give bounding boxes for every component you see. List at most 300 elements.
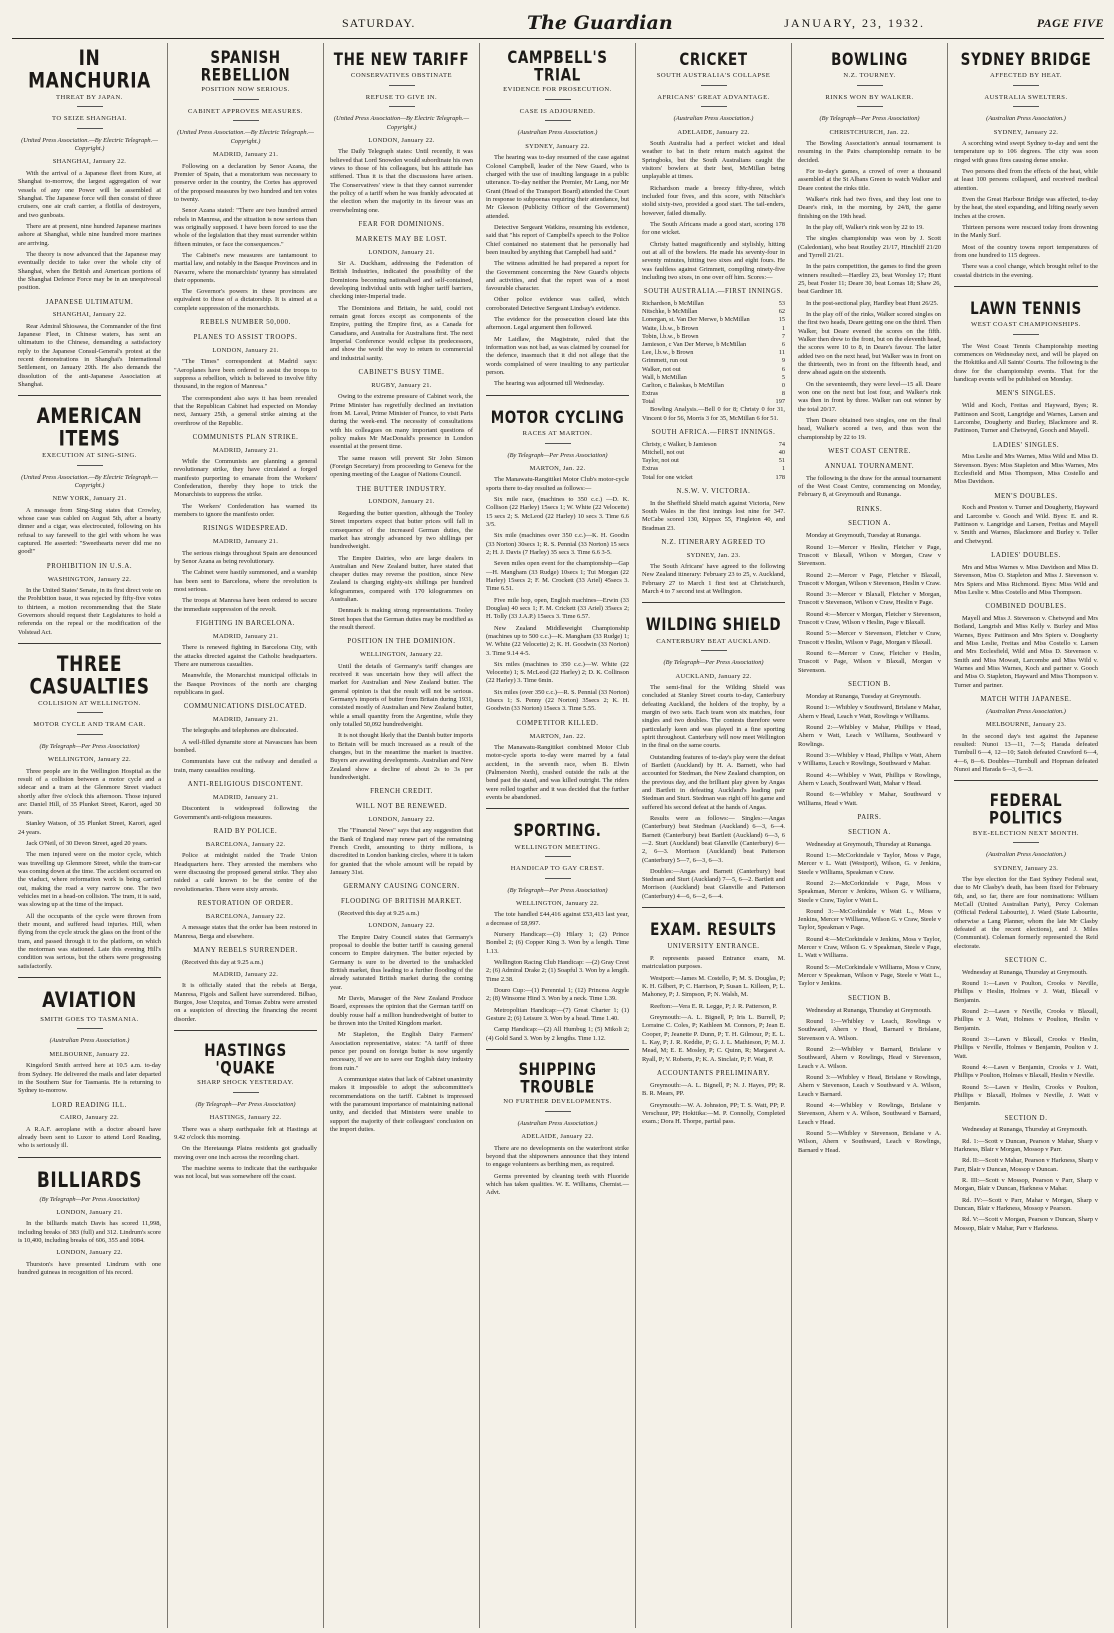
article-paragraph: The witness admitted he had prepared a report for the Government concerning the New Guard's objects and activities, and that the report was of a most favourable character. — [486, 260, 629, 293]
article — [486, 808, 629, 1043]
column — [948, 43, 1104, 1628]
article-dateline: LONDON, January 21. — [368, 498, 435, 506]
article-dateline: MADRID, January 21. — [212, 446, 279, 454]
article-subhead: FLOODING OF BRITISH MARKET. — [340, 898, 463, 906]
article-paragraph: Rear Admiral Shiosawa, the Commander of the first Japanese Fleet, in Chinese waters, has sent an ultimatum to the Chinese, demanding a satisfactory reply to the Japanese Consul-General's protest at the recent demonstrations in Shanghai's International Settlement, on January 20th. He also demands the dissolution of the anti-Japanese Association at Shanghai. — [18, 322, 161, 389]
score-name: Lonergan, st. Van Der Merwe, b McMillan — [642, 316, 750, 324]
article-dateline: CAIRO, January 22. — [60, 1114, 119, 1122]
article-subhead: SOUTH AUSTRALIA.—FIRST INNINGS. — [643, 288, 784, 296]
article-dateline: MADRID, January 21. — [212, 151, 279, 159]
score-value: 15 — [778, 316, 785, 324]
article-paragraph: The semi-final for the Wilding Shield was concluded at Stanley Street courts to-day, Canterbury defeating Auckland, the holders of the trophy, by a margin of two sets. Each team won six matches, four singles and two doubles. The contests therefore were particularly keen and was played in a fine sporting spirit throughout. Canterbury will now meet Wellington in the final on the same courts. — [642, 683, 785, 750]
article-dateline: LONDON, January 22. — [368, 922, 435, 930]
article-paragraph: Round 4:—Mercer v Morgan, Fletcher v Stevenson, Truscott v Craw, Wilson v Heslin, Page v Blaxall. — [798, 610, 941, 627]
article-paragraph: Wild and Koch, Freitas and Hayward, Byes; R. Pattinson and Scott, Langridge and Warnes, Larsen and Larcombe, Dougherty and Burley, Blackmore and R. Pattinson, Turner and Chetwynd, Gooch and Mayell. — [954, 402, 1098, 435]
score-name: Total — [642, 398, 655, 406]
article-deck: NO FURTHER DEVELOPMENTS. — [486, 1098, 629, 1116]
article-paragraph: (Received this day at 9.25 a.m.) — [338, 910, 420, 918]
column — [792, 43, 948, 1628]
article-paragraph: Senor Azana stated: "There are two hundred armed rebels in Manresa, and the situation is now serious than was originally supposed. I have been forced to use the whole of the legislation that they must surrender within fifteen minutes, or face the consequences." — [174, 207, 317, 248]
article-paragraph: The "Financial News" says that any suggestion that the Bank of England may renew part of the remaining French Credit, amounting to thirty millions, is discredited in London banking circles, where it is taken for granted that the whole amount will be repaid by January 31st. — [330, 827, 473, 877]
article-headline: IN MANCHURIA — [28, 46, 151, 94]
article-headline: MOTOR CYCLING — [490, 407, 625, 428]
article-paragraph: There was a sharp earthquake felt at Hastings at 9.42 o'clock this morning. — [174, 1125, 317, 1142]
article-dateline: SHANGHAI, January 22. — [52, 158, 127, 166]
article-deck: N.Z. TOURNEY. — [798, 72, 941, 90]
score-line — [642, 474, 785, 482]
article-paragraph: Stanley Watson, of 35 Plunket Street, Karori, aged 24 years. — [18, 820, 161, 836]
score-name: Total for one wicket — [642, 473, 693, 481]
score-name: Extras — [642, 465, 659, 473]
score-value: 74 — [778, 440, 785, 448]
article-paragraph: Rd. IV:—Scott v Parr, Mahar v Morgan, Sharp v Duncan, Blair v Harkness, Mossop v Pearson. — [954, 1196, 1098, 1213]
article-paragraph: All the occupants of the cycle were thrown from their mount, and suffered head injuries. Hill, when flying from the cycle struck the glass on the front of the tram, and passed through it to the platform, on which the motorman was stationed. Late this evening Hill's condition was serious, but the others were progressing satisfactorily. — [18, 912, 161, 970]
article-paragraph: Discontent is widespread following the Government's anti-religious measures. — [174, 805, 317, 821]
article-byline: (By Telegraph—Per Press Association) — [663, 659, 764, 667]
article-paragraph: The Manawatu-Rangitikei combined Motor Club motor-cycle sports to-day were marred by a fatal accident, in the seventh race, when B. Elwin (Palmerston North), crashed outside the rails at the bend past the stand, and was killed outright. The riders were rolled together and it was decided that the further events be abandoned. — [486, 744, 629, 802]
article-deck: MOTOR CYCLE AND TRAM CAR. — [18, 721, 161, 739]
score-line — [642, 382, 785, 390]
article-paragraph: Round 3:—Lawn v Blaxall, Crooks v Heslin, Phillips v Neville, Holmes v Benjamin, Poulton v J. Watt. — [954, 1036, 1098, 1060]
article-deck: TO SEIZE SHANGHAI. — [18, 115, 161, 133]
article-subhead: RAID BY POLICE. — [213, 828, 278, 836]
article-paragraph: In the pairs competition, the games to find the green winners resulted:—Hardley 23, beat Worsley 17; Hunt 25, beat Foster 11; Deare 30, beat Lomas 18; Shaw 26, beat Gardiner 18. — [798, 263, 941, 296]
article-paragraph: Christy batted magnificently and stylishly, hitting out at all of the bowlers. He made his seventy-four in seventy minutes, hitting two sixes and eight fours. He was faultless against Grimmett, compiling ninety-five including two sixes, in one over off him. Scores:— — [642, 240, 785, 281]
article-paragraph: Bowling Analysis.—Bell 0 for 8; Christy 0 for 31, Vincent 0 for 56, Morris 3 for 35, McMillan 6 for 51. — [642, 406, 785, 422]
article-dateline: LONDON, January 22. — [368, 815, 435, 823]
article-paragraph: The troops at Manresa have been ordered to secure the immediate suppression of the revolt. — [174, 597, 317, 613]
column — [12, 43, 168, 1628]
article-subhead: RISINGS WIDESPREAD. — [203, 525, 288, 533]
article-deck: RACES AT MARTON. — [486, 430, 629, 448]
article-byline: (Australian Press Association.) — [517, 1119, 598, 1127]
article-paragraph: The correspondent also says it has been revealed that the Republican Cabinet had expected on Monday next, January 25th, a general strike aiming at the overthrow of the Republic. — [174, 394, 317, 427]
article-deck: HANDICAP TO GAY CREST. — [486, 865, 629, 883]
article-paragraph: Mr Stapleton, the English Dairy Farmers' Association representative, states: "A tariff of three pence per pound on foreign butter is now urgently necessary, if we are to save our English dairy industry from ruin." — [330, 1031, 473, 1072]
article-paragraph: Detective Sergeant Watkins, resuming his evidence, said that "his report of Campbell's speech to the Police Chief contained no statement that he personally had been insulted by anything that Campbell had said." — [486, 223, 629, 256]
article-paragraph: Round 2:—McCorkindale v Page, Moss v Speakman, Mercer v Jenkins, Wilson G. v Williams, Steele v Craw, Taylor v Watt L. — [798, 879, 941, 904]
article-paragraph: Wednesday at Runanga, Thursday at Greymouth. — [962, 968, 1088, 976]
score-line — [642, 357, 785, 365]
article-subhead: MARKETS MAY BE LOST. — [355, 235, 448, 243]
article-dateline: SHANGHAI, January 22. — [52, 311, 127, 319]
article-paragraph: Seven miles open event for the championship—Gap—H. Mangham (33 Rudge) 10secs 1; Tui Morgan (22 Harley) 15secs 2; F. M. Crockett (33 Ariel) 45secs 3. Time 6.51. — [486, 560, 629, 593]
article-paragraph: Westport:—James M. Costello, P; M. S. Douglas, P; K. H. Gilbert, P; C. Harrison, P; Susan L. Killeen, P; L. Mahoney, P; J. Simpson, P; N. Walsh, M. — [642, 974, 785, 999]
article-dateline: MADRID, January 22. — [212, 971, 279, 979]
article-paragraph: The hearing was to-day resumed of the case against Colonel Campbell, leader of the New Guard, who is charged with the use of insulting language in a public utterance. To-day neither the Premier, Mr Lang, nor Mr Grant (Head of the Transport Board) attended the Court in response to subpoenas requiring their attendance, but Mr Gleeson (Publicity Officer of the Government) attended. — [486, 154, 629, 220]
article-subhead: SECTION A. — [848, 828, 891, 836]
article-subhead: WILL NOT BE RENEWED. — [355, 803, 448, 811]
article-paragraph: Round 4:—McCorkindale v Jenkins, Moss v Taylor, Mercer v Craw, Wilson G. v Speakman, Steele v Page, L. Watt v Williams. — [798, 935, 941, 960]
article — [174, 48, 317, 1024]
article-paragraph: Rd. V:—Scott v Morgan, Pearson v Duncan, Sharp v Mossop, Blair v Mahar, Parr v Harkness. — [954, 1216, 1098, 1232]
article-paragraph: The Bowling Association's annual tournament is resuming in the Pairs championship remain to be decided. — [798, 140, 941, 164]
score-line — [642, 333, 785, 341]
article-subhead: PLANES TO ASSIST TROOPS. — [193, 333, 298, 341]
article-paragraph: Monday at Greymouth, Tuesday at Runanga. — [806, 532, 921, 540]
article-headline: CAMPBELL'S TRIAL — [507, 48, 608, 86]
score-name: Waite, l.b.w., b Brown — [642, 324, 699, 332]
article — [330, 49, 473, 1134]
article-paragraph: In the billiards match Davis has scored 11,998, including breaks of 383 (full) and 312. Lindrum's score is 10,400, including breaks of 606, 355 and 1084. — [18, 1220, 161, 1245]
article-paragraph: In the United States' Senate, in its first direct vote on the Prohibition issue, it was rejected by fifty-five votes to thirteen, a motion recommending that the State Governors should request their Legislatures to hold a referenda on the repeal or the modification of the Volstead Act. — [18, 586, 161, 636]
article-deck: WELLINGTON MEETING. — [486, 844, 629, 862]
article-dateline: MADRID, January 21. — [212, 538, 279, 546]
score-value: 7 — [781, 332, 785, 340]
article-subhead: GERMANY CAUSING CONCERN. — [343, 883, 460, 891]
article-headline: AVIATION — [42, 988, 137, 1014]
article-paragraph: Round 4:—Whibley v Watt, Phillips v Rowlings, Ahern v Leach, Southward Watt, Mahar v Head. — [798, 771, 941, 787]
article-headline: SPORTING. — [513, 821, 602, 842]
article-dateline: LONDON, January 21. — [56, 1208, 123, 1216]
article-deck: BYE-ELECTION NEXT MONTH. — [954, 830, 1098, 848]
article-subhead: JAPANESE ULTIMATUM. — [45, 298, 134, 306]
article-paragraph: Round 6:—Mercer v Craw, Fletcher v Heslin, Truscott v Page, Wilson v Blaxall, Morgan v Stevenson. — [798, 650, 941, 674]
article-subhead: N.Z. ITINERARY AGREED TO — [661, 538, 766, 546]
score-value: 51 — [778, 457, 785, 465]
article-paragraph: Owing to the extreme pressure of Cabinet work, the Prime Minister has regretfully declined an invitation from M. Laval, Prime Minister of France, to visit Paris during the week-end. The necessity of consultations with his colleagues on many important questions of policy makes Mr MacDonald's presence in London essential at the present time. — [330, 393, 473, 451]
article-paragraph: Three people are in the Wellington Hospital as the result of a collision between a motor cycle and a sidecar and a tram at the Glenmore Street viaduct shortly after five o'clock this afternoon. Those injured are: Daniel Hill, of 35 Plunket Street, Karori, aged 30 years. — [18, 767, 161, 817]
article-dateline: CHRISTCHURCH, Jan. 22. — [829, 128, 910, 136]
article-paragraph: In the play off, Walker's rink won by 22 to 19. — [806, 224, 924, 232]
article-headline: CRICKET — [679, 49, 748, 70]
article-paragraph: Wednesday at Greymouth, Thursday at Runanga. — [806, 840, 932, 848]
article-paragraph: Rd. II:—Scott v Mahar, Pearson v Harkness, Sharp v Parr, Blair v Duncan, Mossop v Duncan. — [954, 1157, 1098, 1173]
article-byline: (Australian Press Association.) — [986, 707, 1066, 715]
article-headline: SHIPPING TROUBLE — [518, 1060, 597, 1098]
article-paragraph: Walker's rink had two fives, and they lost one to Deare's rink, in the morning, by 24/8, the game finishing on the 19th head. — [798, 196, 941, 220]
article-subhead: PAIRS. — [857, 813, 882, 821]
score-value: 178 — [775, 473, 785, 481]
article-subhead: ANNUAL TOURNAMENT. — [824, 462, 915, 470]
article-deck: CONSERVATIVES OBSTINATE — [330, 72, 473, 90]
article-dateline: SYDNEY, January 22. — [993, 128, 1059, 136]
score-name: Tobin, l.b.w., b Brown — [642, 332, 699, 340]
article-dateline: HASTINGS, January 22. — [209, 1114, 282, 1122]
article-paragraph: There was a cool change, which brought relief to the coastal districts in the evening. — [954, 263, 1098, 279]
score-value: 0 — [781, 381, 785, 389]
article-subhead: FEAR FOR DOMINIONS. — [358, 221, 445, 229]
article-paragraph: The Cabinet's new measures are tantamount to martial law, and notably in the Basque Provinces and in Navarre, where the monarchists' tyranny has simulated their opponents. — [174, 251, 317, 284]
article-subhead: MEN'S SINGLES. — [996, 390, 1056, 398]
score-value: 62 — [778, 308, 785, 316]
article-paragraph: The men injured were on the motor cycle, which was travelling up Glenmore Street, while the tram-car was coming down at the time. The accident occurred on the viaduct, where reformation work is being carried out, making the road a very narrow one. The two vehicles met in a head-on collision. The tram, it is said, was slowing up at the time of the impact. — [18, 851, 161, 909]
article-paragraph: The theory is now advanced that the Japanese may eventually decide to take over the whole city of Shanghai, when the British and American portions of the Shanghai Defence Force may be in an unequivocal position. — [18, 250, 161, 292]
article-subhead: UNIVERSITY ENTRANCE. — [667, 943, 760, 951]
article-dateline: WASHINGTON, January 22. — [47, 575, 132, 583]
article-dateline: MELBOURNE, January 22. — [49, 1050, 130, 1058]
score-value: 1 — [781, 324, 785, 332]
article-paragraph: Kingsford Smith arrived here at 10.5 a.m. to-day from Sydney. He delivered the mails and later departed in the Southern Star for Tasmania. He is returning to Sydney to-morrow. — [18, 1062, 161, 1095]
article — [954, 286, 1098, 774]
masthead-date: JANUARY, 23, 1932. — [784, 15, 926, 30]
article-dateline: SYDNEY, January 23. — [993, 864, 1059, 872]
score-line — [642, 390, 785, 398]
article-paragraph: Six miles (over 350 c.c.)—R. S. Pennial (33 Norton) 10secs 1; S. Penny (22 Norton) 35secs 2; K. H. Goodwin (33 Norton) 15secs 3. Time 5.55. — [486, 688, 629, 713]
article-paragraph: The West Coast Tennis Championship meeting commences on Wednesday next, and will be played on the Hokitika and All Saints' Courts. The following is the draw for the championship events. That for the handicap events will be published on Monday. — [954, 342, 1098, 384]
article-paragraph: It is not thought likely that the Danish butter imports to Britain will be much increased as a result of the changes, but in the meantime the market is inactive. Buyers are awaiting developments. Australian and New Zealand show a decline of about 2s to 3s per hundredweight. — [330, 732, 473, 781]
article-paragraph: The South Africans made a good start, scoring 178 for one wicket. — [642, 221, 785, 237]
newspaper-columns — [12, 43, 1104, 1628]
article-paragraph: A message states that the order has been restored in Manresa, Berga and elsewhere. — [174, 924, 317, 940]
article-subhead: ANTI-RELIGIOUS DISCONTENT. — [187, 781, 304, 789]
article-paragraph: Then Deare obtained two singles, one on the final head, Walker's scored a two, and thus won the championship by 22 to 19. — [798, 416, 941, 441]
article-paragraph: The same reason will prevent Sir John Simon (Foreign Secretary) from proceeding to Geneva for the opening meeting of the League of Nations Council. — [330, 454, 473, 479]
article-paragraph: With the arrival of a Japanese fleet from Kure, at Shanghai to-morrow, the largest aggregation of war vessels of any one Power will be assembled at Shanghai. The Japanese force will then consist of three cruisers, one air craft carrier, a flotilla of destroyers, and two gunboats. — [18, 169, 161, 219]
score-value: 1 — [781, 465, 785, 473]
article-subhead: WEST COAST CENTRE. — [828, 447, 911, 455]
article-subhead: RINKS. — [856, 505, 883, 513]
score-line — [642, 398, 785, 406]
article-paragraph: Round 2:—Mercer v Page, Fletcher v Blaxall, Truscott v Morgan, Wilson v Stevenson, Heslin v Craw. — [798, 571, 941, 587]
article-subhead: SECTION B. — [848, 994, 891, 1002]
article-paragraph: In the Sheffield Shield match against Victoria, New South Wales in the first innings lost nine for 347. McCabe scored 130, Kippax 55, Fingleton 40, and Bradman 23. — [642, 499, 785, 532]
article-paragraph: In the play off of the rinks, Walker scored singles on the first two heads, Deare getting one on the third. Then Walker, but Deare evened the scores on the fifth. Walker then drew to the front, but on the eleventh head, the scores were 10 to 8, in Deare's favour. The latter added two on the next head, but Walker was in front on the thirteenth, two in front on the fifteenth head, and drew ahead again on the sixteenth. — [798, 310, 941, 377]
article-paragraph: The following is the draw for the annual tournament of the West Coast Centre, commencing on Monday, February 8, at Greymouth and Runanga. — [798, 474, 941, 499]
article-dateline: LONDON, January 21. — [368, 248, 435, 256]
article-paragraph: Round 2:—Whibley v Mahar, Phillips v Head, Ahern v Watt, Leach v Williams, Southward v Rowlings. — [798, 723, 941, 748]
article-subhead: REBELS NUMBER 50,000. — [200, 319, 291, 327]
score-line — [642, 457, 785, 465]
article-paragraph: A well-filled dynamite store at Navascues has been bombed. — [174, 738, 317, 755]
article-dateline: BARCELONA, January 22. — [205, 912, 286, 920]
article-paragraph: Reefton:—Vera E. R. Legge, P; J. R. Patterson, P. — [650, 1002, 777, 1010]
article-paragraph: Regarding the butter question, although the Tooley Street importers expect that butter prices will fall in consequence of the increased German duties, the market has strongly advanced by two shillings per hundredweight. — [330, 509, 473, 551]
masthead-day: SATURDAY. — [342, 15, 416, 30]
article-paragraph: Most of the country towns report temperatures of from one hundred to 115 degrees. — [954, 243, 1098, 259]
score-line — [642, 441, 785, 449]
article-paragraph: Mrs and Miss Warnes v. Miss Davidson and Miss D. Stevenson, Miss O. Stapleton and Miss J. Stevenson v. Mrs Spiers and Miss Richmond. Byes: Miss Wild and Miss Leslie v. Miss Costello and Miss Thompson. — [954, 563, 1098, 596]
article-dateline: MELBOURNE, January 23. — [985, 721, 1067, 729]
article-paragraph: Round 5:—Mercer v Stevenson, Fletcher v Craw, Truscott v Heslin, Wilson v Page, Morgan v Blaxall. — [798, 630, 941, 646]
article-paragraph: Communists have cut the railway and derailed a train, many casualties resulting. — [174, 758, 317, 774]
article-paragraph: Round 4:—Whibley v Rowlings, Brislane v Stevenson, Ahern v A. Wilson, Southward v Barnard, Leach v Head. — [798, 1101, 941, 1126]
article-deck: WEST COAST CHAMPIONSHIPS. — [954, 321, 1098, 339]
article-deck: THREAT BY JAPAN. — [18, 94, 161, 112]
article-subhead: MANY REBELS SURRENDER. — [193, 946, 298, 954]
article-subhead: MEN'S DOUBLES. — [994, 492, 1058, 500]
article-subhead: LADIES' SINGLES. — [992, 441, 1060, 449]
article-subhead: SECTION C. — [1004, 956, 1048, 964]
article-deck: CANTERBURY BEAT AUCKLAND. — [642, 638, 785, 656]
article-paragraph: Round 1:—Lawn v Poulton, Crooks v Neville, Phillips v Heslin, Holmes v J. Watt, Blaxall v Benjamin. — [954, 980, 1098, 1004]
article-headline: SPANISH REBELLION — [200, 48, 291, 86]
article-deck: AUSTRALIA SWELTERS. — [954, 94, 1098, 112]
article-subhead: FIGHTING IN BARCELONA. — [195, 619, 296, 627]
article-paragraph: The telegraphs and telephones are dislocated. — [182, 727, 299, 735]
article-subhead: THE BUTTER INDUSTRY. — [356, 485, 447, 493]
article-paragraph: Sir A. Duckham, addressing the Federation of British Industries, indicated the possibility of the Dominions becoming nationalised and self-contained, developing individual units with higher tariff barriers, checking inter-Imperial trade. — [330, 260, 473, 301]
article-paragraph: Five mile hop, open, English machines—Erwin (33 Douglas) 40 secs 1; F. M. Crickett (33 Ariel) 35secs 2; H. Tolly (33 J.A.P.) 15secs 3. Time 6.57. — [486, 596, 629, 621]
article-byline: (United Press Association.—By Electric Telegraph.—Copyright.) — [177, 129, 314, 145]
article-dateline: MADRID, January 21. — [212, 632, 279, 640]
column — [168, 43, 324, 1628]
score-value: 53 — [778, 300, 785, 308]
score-line — [642, 325, 785, 333]
article-paragraph: Round 4:—Lawn v Benjamin, Crooks v J. Watt, Phillips v Poulton, Holmes v Blaxall, Heslin v Neville. — [954, 1064, 1098, 1080]
article-paragraph: For to-day's games, a crowd of over a thousand assembled at the St Albans Green to watch Walker and Deare contest the rinks title. — [798, 168, 941, 192]
article-paragraph: Camp Handicap:—(2) All Humbug 1; (5) Mikoli 2; (4) Gold Sand 3. Won by 2 lengths. Time 1.12. — [486, 1026, 629, 1042]
score-line — [642, 300, 785, 308]
article-paragraph: A message from Sing-Sing states that Crowley, whose case was cabled on August 5th, after a hearty dinner and a cigar, was electrocuted, following on his refusal to say farewell to the girl with whom he was captured. He asserted: "Sweethearts never did me no good!" — [18, 506, 161, 556]
article-paragraph: Koch and Preston v. Turner and Dougherty, Hayward and Larcombe v. Gooch and Wild. Byes: E. and R. Pattinson v. Langridge and Larsen, Freitas and Mayell v. Smith and Warnes, Blackmore and Burley v. Teller and Chetwynd. — [954, 504, 1099, 545]
article-dateline: LONDON, January 22. — [368, 136, 435, 144]
score-value: 8 — [781, 390, 785, 398]
article-byline: (By Telegraph—Per Press Association) — [819, 115, 920, 123]
article-paragraph: Round 1:—Whibley v Southward, Brislane v Mahar, Ahern v Head, Leach v Watt, Rowlings v Williams. — [798, 704, 941, 720]
article-deck: CASE IS ADJOURNED. — [486, 108, 629, 126]
article-paragraph: Six mile (machines over 350 c.c.)—K. H. Goodin (33 Norton) 30secs 1; R. S. Pennial (33 Norton) 15 secs 2; H. J. Davis (7 Harley) 35 secs 3. Time 6.6 3-5. — [486, 532, 629, 556]
article-subhead: COMBINED DOUBLES. — [985, 603, 1067, 611]
article-paragraph: Round 3:—McCorkindale v Watt L., Moss v Jenkins, Mercer v Williams, Wilson G. v Craw, Steele v Taylor, Speakman v Page. — [798, 907, 941, 932]
article-paragraph: Thirteen persons were rescued today from drowning in the Manly Surf. — [954, 224, 1098, 240]
article-paragraph: Six miles (machines to 350 c.c.)—W. White (22 Velocette) 1; S. McLeod (22 Harley) 2; D. K. Collinson (22 Harley) 3. Time 6min. — [486, 660, 629, 685]
article-paragraph: The Daily Telegraph states: Until recently, it was believed that Lord Snowden would subordinate his own views to those of his colleagues, but his attitude has stiffened. Thus it is that the discussions have arisen. The Conservatives' view is that they cannot surrender the policy of a tariff when he was frankly advocated at the election when the majority in its favour was an overwhelming one. — [330, 148, 473, 214]
article-paragraph: Round 3:—Mercer v Blaxall, Fletcher v Morgan, Truscott v Stevenson, Wilson v Craw, Heslin v Page. — [798, 591, 941, 607]
article-byline: (Australian Press Association.) — [49, 1037, 130, 1045]
column — [636, 43, 792, 1628]
score-name: Lee, l.b.w., b Brown — [642, 349, 694, 357]
page-number: PAGE FIVE — [1036, 15, 1104, 30]
score-name: Wall, b McMillan — [642, 373, 687, 381]
article-paragraph: "The Times" correspondent at Madrid says: "Aeroplanes have been ordered to assist the troops to suppress a rebellion, which is believed to involve fifty thousand, in the region of Manresa." — [174, 358, 317, 391]
score-name: Extras — [642, 390, 659, 398]
article-paragraph: Round 1:—Whibley v Leach, Rowlings v Southward, Ahern v Head, Barnard v Brislane, Stevenson v A. Wilson. — [798, 1017, 941, 1042]
column — [480, 43, 636, 1628]
article-dateline: BARCELONA, January 22. — [205, 840, 286, 848]
article-dateline: SYDNEY, January 22. — [525, 142, 590, 150]
score-line — [642, 308, 785, 316]
score-value: 40 — [778, 449, 785, 457]
article-paragraph: Nursery Handicap:—(3) Hilary 1; (2) Prince Bombel 2; (6) Copper King 3. Won by a length. Time 1.13. — [486, 931, 629, 955]
article — [486, 1049, 629, 1198]
article-deck: SMITH GOES TO TASMANIA. — [18, 1016, 161, 1034]
article-paragraph: South Australia had a perfect wicket and ideal weather to bat in their return match against the Springboks, but the South Australians caught the visitors' bowlers at their best, McMillan being unplayable at times. — [642, 140, 785, 181]
article-paragraph: Metropolitan Handicap:—(7) Great Charter 1; (1) Gesture 2; (6) Leisure 3. Won by a head. Time 1.40. — [486, 1006, 629, 1023]
article-paragraph: P. represents passed Entrance exam, M. matriculation purposes. — [642, 955, 785, 971]
article-headline: BOWLING — [831, 49, 908, 70]
article-paragraph: A scorching wind swept Sydney to-day and sent the temperature up to 106 degrees. The city was soon ringed with grass fires causing dense smoke. — [954, 140, 1098, 164]
article-subhead: LADIES' DOUBLES. — [991, 552, 1061, 560]
article-paragraph: Greymouth:—A. L. Bignell, P; Iris L. Burrell, P; Lorraine C. Coles, P; Kathleen M. Connors, P; Jean E. Cooper, P; Jeanette P. Dunn, P; T. H. Gilmour, P; E. L. L. Kay, P; J. R. Keddie, P; G. J. L. Mathieson, P; M. J. Mead, M; E. E. Mosley, P; C. Quinn, R; Margaret A. Ryall, P; V. Roberts, P; K. A. Sinclair, P; F. Watt, P. — [642, 1014, 785, 1063]
article-dateline: ADELAIDE, January 22. — [677, 128, 750, 136]
score-line — [642, 449, 785, 457]
article-paragraph: Jack O'Neil, of 30 Devon Street, aged 20 years. — [26, 840, 148, 848]
article-subhead: MATCH WITH JAPANESE. — [980, 696, 1072, 704]
article-deck: SHARP SHOCK YESTERDAY. — [174, 1079, 317, 1097]
article-dateline: MADRID, January 21. — [212, 793, 279, 801]
article-subhead: SECTION B. — [848, 681, 891, 689]
article-paragraph: There is renewed fighting in Barcelona City, with the attacks directed against the Catholic headquarters. There are numerous casualties. — [174, 644, 317, 668]
article-subhead: COMMUNICATIONS DISLOCATED. — [183, 703, 308, 711]
article-deck: SOUTH AUSTRALIA'S COLLAPSE — [642, 72, 785, 90]
article — [642, 49, 785, 596]
score-value: 9 — [781, 357, 785, 365]
article-byline: (By Telegraph—Per Press Association) — [195, 1101, 296, 1109]
article-paragraph: The Dominions and Britain, he said, could not remain great forces except as components of the Empire, putting the Empire first, as a Canada for Canadians, and Australia for Australians first. The next Imperial Conference would eclipse its predecessors, and show the world the way to return to commercial and industrial sanity. — [330, 304, 473, 362]
article-subhead: COMPETITOR KILLED. — [516, 719, 599, 727]
article-dateline: AUCKLAND, January 22. — [675, 672, 752, 680]
score-line — [642, 349, 785, 357]
score-value: 5 — [781, 373, 785, 381]
article-deck: COLLISION AT WELLINGTON. — [18, 700, 161, 718]
article-byline: (Australian Press Association.) — [673, 115, 754, 123]
article-paragraph: Thurston's have presented Lindrum with one hundred guineas in recognition of his record. — [18, 1260, 161, 1277]
article-subhead: SECTION D. — [1004, 1114, 1048, 1122]
article-paragraph: While the Communists are planning a general revolutionary strike, they have circulated a forged manifesto purporting to emanate from the Workers' Confederation, thereby they hope to trick the Monarchists to suppress the strike. — [174, 458, 317, 499]
article-deck: AFRICANS' GREAT ADVANTAGE. — [642, 94, 785, 112]
article-paragraph: Two persons died from the effects of the heat, while at least 100 persons collapsed, and received medical attention. — [954, 168, 1098, 192]
score-name: Mitchell, not out — [642, 449, 685, 457]
score-line — [642, 366, 785, 374]
score-value: 11 — [778, 349, 785, 357]
article-paragraph: Round 1:—Mercer v Heslin, Fletcher v Page, Truscott v Blaxall, Wilson v Morgan, Craw v Stevenson. — [798, 543, 941, 568]
article-dateline: SYDNEY, Jan. 23. — [686, 551, 741, 559]
article-deck: CABINET APPROVES MEASURES. — [174, 108, 317, 126]
article — [18, 977, 161, 1151]
score-name: Christy, c Walker, b Jamieson — [642, 440, 717, 448]
article-byline: (United Press Association—By Electric Telegraph.—Copyright.) — [333, 115, 470, 131]
article-dateline: WELLINGTON, January 22. — [48, 756, 131, 764]
article-paragraph: It is officially stated that the rebels at Berga, Manresa, Figols and Sallent have surrendered. Bilbao, Burgos, Jose Uzquiza, and Tomas Zubira were arrested on a suspicion of directing the financing the recent disorder. — [174, 982, 317, 1023]
article-paragraph: On the Heretaunga Plains residents got gradually moving over one inch across the recording chart. — [174, 1145, 317, 1161]
article-paragraph: Wednesday at Runanga, Thursday at Greymouth. — [962, 1126, 1088, 1134]
article-dateline: MARTON, Jan. 22. — [529, 464, 586, 472]
article-paragraph: Wednesday at Runanga, Thursday at Greymouth. — [806, 1006, 932, 1014]
article-subhead: COMMUNISTS PLAN STRIKE. — [192, 433, 299, 441]
article-paragraph: Until the details of Germany's tariff changes are received it was uncertain how they will affect the market for Australian and New Zealand butter. The general opinion is that the result will not be serious. Germany's imports of butter from Britain during 1931, consisted mostly of Australian and New Zealand butter, while a small quantity from the Argentine, while they only totalled 50,092 hundredweight. — [330, 662, 473, 729]
article-paragraph: Mr Davis, Manager of the New Zealand Produce Board, expresses the opinion that the German tariff on doubly rouse half a million hundredweight of butter to be thrown into the United Kingdom market. — [330, 995, 473, 1028]
article-headline: THE NEW TARIFF — [333, 49, 470, 70]
article-dateline: ADELAIDE, January 22. — [521, 1133, 594, 1141]
article-paragraph: Round 5:—Whibley v Stevenson, Brislane v A. Wilson, Ahern v Southward, Leach v Rowlings, Barnard v Head. — [798, 1129, 941, 1154]
article — [798, 49, 941, 1155]
article-paragraph: A R.A.F. aeroplane with a doctor aboard have already been sent to Luxor to attend Lord Reading, who is seriously ill. — [18, 1125, 161, 1150]
article-paragraph: In the second day's test against the Japanese resulted: Nunoi 13—11, 7—5; Harada defeated Turnbull 6—4, 12—10; Satoh defeated Crawford 6—4, 4—6, 8—6. Doubles—Turnbull and Hopman defeated Nunoi and Harada 6—3, 6—3. — [954, 732, 1098, 773]
article-paragraph: The Governor's powers in these provinces are equivalent to those of a dictatorship. It is aimed at a complete suppression of the monarchists. — [174, 288, 317, 312]
article-headline: HASTINGS 'QUAKE — [204, 1041, 287, 1080]
article-byline: (By Telegraph—Per Press Association) — [507, 886, 608, 894]
article-subhead: FRENCH CREDIT. — [370, 788, 433, 796]
article-paragraph: Round 6:—Whibley v Mahar, Southward v Williams, Head v Watt. — [798, 791, 941, 807]
article-deck: EXECUTION AT SING-SING. — [18, 452, 161, 470]
article-paragraph: Round 5:—Lawn v Heslin, Crooks v Poulton, Phillips v Blaxall, Holmes v Neville, J. Watt v Benjamin. — [954, 1083, 1098, 1108]
article — [954, 49, 1098, 280]
article-deck: AFFECTED BY HEAT. — [954, 72, 1098, 90]
score-name: Taylor, not out — [642, 457, 679, 465]
article-paragraph: Round 1:—McCorkindale v Taylor, Moss v Page, Mercer v L. Watt (Westport), Wilson, G. v Jenkins, Steele v Williams, Speakman v Craw. — [798, 851, 941, 876]
article-paragraph: Monday at Runanga, Tuesday at Greymouth. — [806, 692, 921, 700]
article-subhead: LORD READING ILL. — [52, 1101, 127, 1109]
article-dateline: WELLINGTON, January 22. — [516, 899, 599, 907]
article-headline: THREE CASUALTIES — [29, 651, 150, 700]
article — [18, 1157, 161, 1278]
article-deck: REFUSE TO GIVE IN. — [330, 94, 473, 112]
article-paragraph: Mr Laidlaw, the Magistrate, ruled that the information was not bad, as was claimed by counsel for the defence, inasmuch that it did not allege that the words complained of were insulting to any particular person. — [486, 335, 629, 377]
article-paragraph: Police at midnight raided the Trade Union Headquarters here. They arrested the members who were discussing the proposed general strike. They also raided a café known to be the centre of the revolutionaries. There were sixty arrests. — [174, 852, 317, 893]
article-deck: EVIDENCE FOR PROSECUTION. — [486, 86, 629, 104]
article-subhead: SECTION A. — [848, 520, 891, 528]
article-paragraph: The Workers' Confederation has warned its members to ignore the manifesto order. — [174, 502, 317, 519]
article-headline: BILLIARDS — [36, 1168, 143, 1194]
article-paragraph: Douro Cup:—(1) Perennial 1; (12) Princess Argyle 2; (8) Winsome Hind 3. Won by a neck. Time 1.39. — [486, 987, 629, 1003]
article — [18, 46, 161, 389]
article-paragraph: Following on a declaration by Senor Azana, the Premier of Spain, that a moratorium was necessary to preserve order in the country, the Cortes has approved of the proposed measures by two hundred and ten votes to twenty. — [174, 162, 317, 203]
score-line — [642, 374, 785, 382]
score-line — [642, 341, 785, 349]
article-headline: AMERICAN ITEMS — [36, 404, 143, 452]
article-subhead: RESTORATION OF ORDER. — [197, 899, 294, 907]
